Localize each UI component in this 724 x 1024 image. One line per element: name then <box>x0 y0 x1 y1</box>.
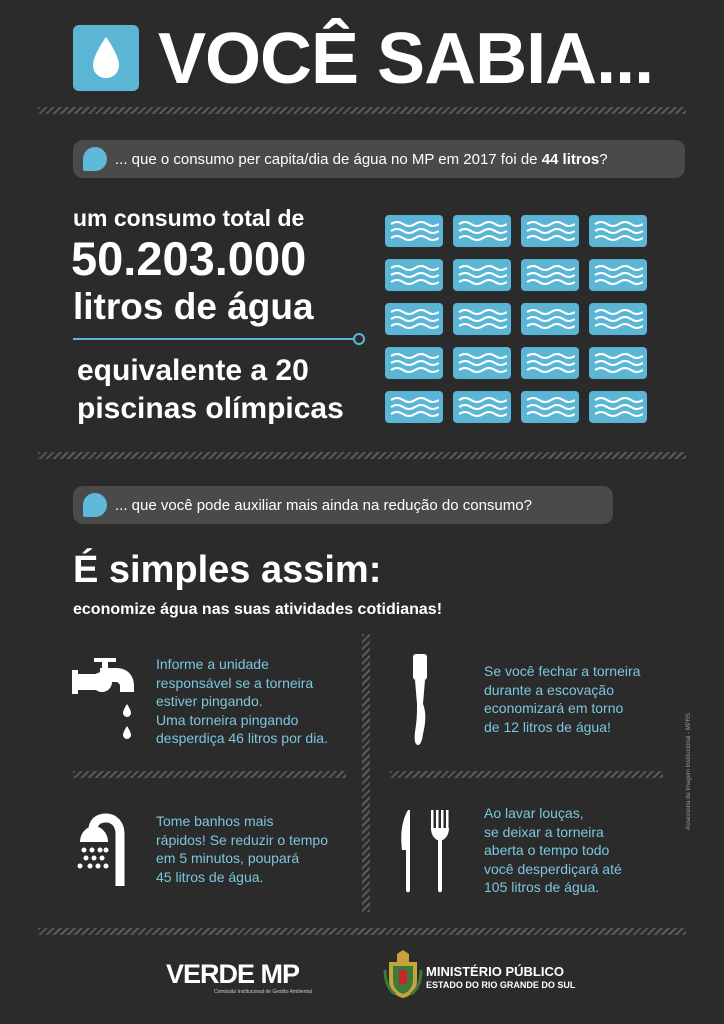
shower-icon <box>76 812 134 893</box>
cutlery-icon <box>398 810 450 899</box>
page-title: VOCÊ SABIA... <box>158 19 654 99</box>
stat-equiv-line-2: piscinas olímpicas <box>77 392 344 425</box>
swimming-pool-icon <box>453 215 511 247</box>
verde-mp-logo <box>166 959 312 995</box>
swimming-pool-icon <box>453 391 511 423</box>
question-1 <box>73 140 685 178</box>
stat-underline-end <box>353 333 365 345</box>
swimming-pool-icon <box>521 347 579 379</box>
stat-number: 50.203.000 <box>71 232 307 285</box>
swimming-pool-icon <box>453 347 511 379</box>
water-drop-icon <box>73 25 139 91</box>
swimming-pool-icon <box>385 391 443 423</box>
tip-shower-text: Tome banhos mais rápidos! Se reduzir o tempo em 5 minutos, poupará 45 litros de água. <box>156 813 328 885</box>
swimming-pool-icon <box>385 303 443 335</box>
tips-vertical-divider <box>362 634 370 912</box>
swimming-pool-icon <box>385 215 443 247</box>
verde-mp-logo-sub: Comissão Institucional de Gestão Ambiental <box>214 989 312 995</box>
simple-title: É simples assim: <box>73 549 382 591</box>
swimming-pool-icon <box>589 347 647 379</box>
divider <box>38 928 686 935</box>
mp-logo-line-2: ESTADO DO RIO GRANDE DO SUL <box>426 980 576 990</box>
swimming-pool-icon <box>589 303 647 335</box>
swimming-pool-icon <box>385 347 443 379</box>
swimming-pool-icon <box>589 391 647 423</box>
swimming-pool-icon <box>521 303 579 335</box>
stat-unit: litros de água <box>73 286 314 327</box>
divider <box>38 107 686 114</box>
swimming-pool-icon <box>589 259 647 291</box>
question-1-suffix: ? <box>599 150 608 168</box>
simple-subtitle: economize água nas suas atividades cotidianas! <box>73 601 443 618</box>
speech-bubble-icon <box>83 493 107 517</box>
tip-faucet-text: Informe a unidade responsável se a torneira estiver pingando. Uma torneira pingando desperdiça 46 litros por dia. <box>156 656 328 746</box>
verde-mp-logo-text: VERDE MP <box>166 959 300 989</box>
stat-underline <box>73 338 355 340</box>
stat-equiv-line-1: equivalente a 20 <box>77 354 309 387</box>
swimming-pool-icon <box>589 215 647 247</box>
divider <box>38 452 686 459</box>
question-2-text: ... que você pode auxiliar mais ainda na redução do consumo? <box>115 496 532 514</box>
swimming-pool-icon <box>453 303 511 335</box>
swimming-pool-icon <box>521 215 579 247</box>
toothbrush-icon <box>409 654 431 751</box>
tips-divider-right <box>390 771 663 778</box>
tips-divider-left <box>73 771 346 778</box>
swimming-pool-icon <box>521 391 579 423</box>
swimming-pool-icon <box>521 259 579 291</box>
swimming-pool-icon <box>385 259 443 291</box>
stat-intro: um consumo total de <box>73 205 305 231</box>
mp-logo-line-1: MINISTÉRIO PÚBLICO <box>426 964 564 979</box>
tip-cutlery-text: Ao lavar louças, se deixar a torneira aberta o tempo todo você desperdiçará até 105 litros de água. <box>484 805 622 895</box>
tip-toothbrush-text: Se você fechar a torneira durante a escovação economizará em torno de 12 litros de água! <box>484 663 641 735</box>
question-1-highlight: 44 litros <box>541 150 600 168</box>
swimming-pool-icon <box>453 259 511 291</box>
side-credit: Assessoria de Imagem Institucional - MPRS <box>686 712 692 830</box>
faucet-icon <box>72 656 138 751</box>
question-2 <box>73 486 613 524</box>
coat-of-arms-icon <box>383 950 423 1005</box>
speech-bubble-icon <box>83 147 107 171</box>
question-1-text: ... que o consumo per capita/dia de água no MP em 2017 foi de <box>115 150 542 168</box>
